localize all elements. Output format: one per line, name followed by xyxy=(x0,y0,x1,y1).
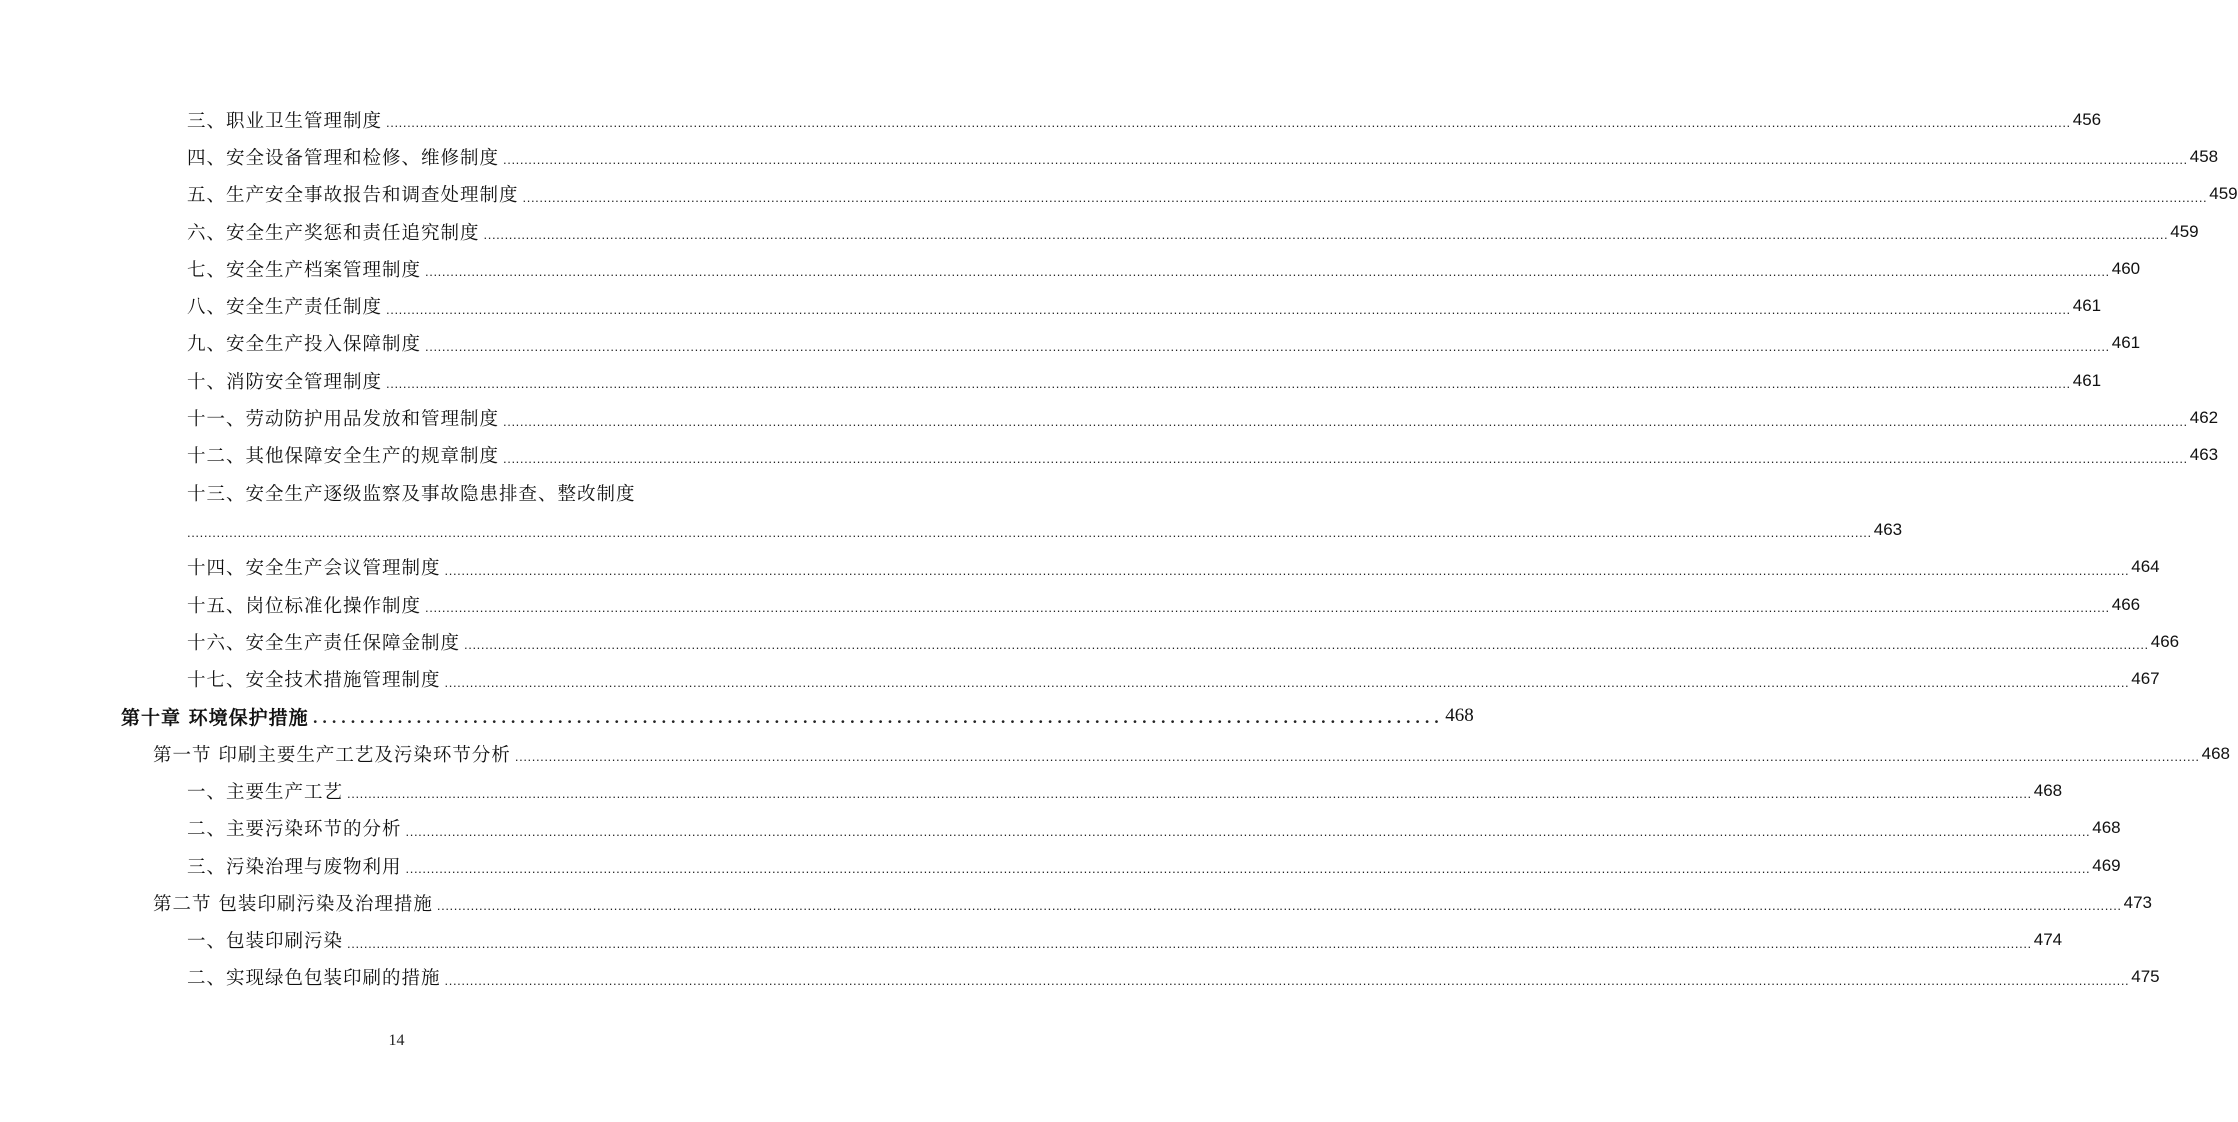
toc-entry[interactable] xyxy=(0,922,2063,959)
dot-leader: ................................................................................................................................................................................................................................................................................................................................................................................................................ xyxy=(444,562,2130,578)
dot-leader: ................................................................................................................................................................................................................................................................................................................................................................................................................ xyxy=(405,823,2091,839)
toc-entry-title: 十一、劳动防护用品发放和管理制度 xyxy=(187,409,500,431)
dot-leader: ................................................................................................................................................................................................................................................................................................................................................................................................................ xyxy=(386,301,2071,317)
toc-entry-title: 六、安全生产奖惩和责任追究制度 xyxy=(187,222,480,244)
toc-entry-page: 464 xyxy=(2131,557,2160,577)
toc-entry-title: 一、主要生产工艺 xyxy=(187,781,344,803)
toc-entry[interactable] xyxy=(0,586,2141,623)
toc-entry-page: 469 xyxy=(2092,855,2121,875)
toc-entry-title: 三、职业卫生管理制度 xyxy=(187,110,383,132)
toc-entry-title: 八、安全生产责任制度 xyxy=(187,297,383,319)
dot-leader: ................................................................................................................................................................................................................................................................................................................................................................................................................ xyxy=(503,152,2188,168)
toc-entry-page: 467 xyxy=(2131,669,2160,689)
toc-entry-page: 466 xyxy=(2111,594,2141,614)
toc-entry[interactable] xyxy=(0,176,2238,213)
dot-leader: ................................................................................................................................................................................................................................................................................................................................................................................................................ xyxy=(444,674,2130,690)
toc-entry[interactable] xyxy=(0,511,1903,548)
dot-leader: ................................................................................................................................................................................................................................................................................................................................................................................................................ xyxy=(347,935,2032,951)
toc-entry-title: 七、安全生产档案管理制度 xyxy=(187,259,422,281)
toc-entry-title: 五、生产安全事故报告和调查处理制度 xyxy=(187,185,519,207)
toc-entry[interactable] xyxy=(0,474,793,511)
toc-entry-title: 二、主要污染环节的分析 xyxy=(187,819,402,841)
toc-entry-page: 456 xyxy=(2072,109,2102,129)
dot-leader: ................................................................................................................................................................................................................................................................................................................................................................................................................ xyxy=(503,413,2188,429)
toc-entry[interactable] xyxy=(0,213,2199,250)
toc-entry[interactable] xyxy=(0,959,2160,996)
toc-entry-title: 十三、安全生产逐级监察及事故隐患排查、整改制度 xyxy=(187,483,636,505)
dot-leader: ................................................................................................................................................................................................................................................................................................................................................................................................................ xyxy=(436,898,2122,914)
toc-entry[interactable] xyxy=(0,735,2230,772)
dot-leader: ................................................................................................................................................................................................................................................................................................................................................................................................................ xyxy=(444,972,2130,988)
dot-leader: ................................................................................................................................................................................................................................................................................................................................................................................................................ xyxy=(425,338,2110,354)
toc-entry-page: 473 xyxy=(2123,892,2152,912)
toc-entry-title: 十二、其他保障安全生产的规章制度 xyxy=(187,446,500,468)
toc-entry-title: 十五、岗位标准化操作制度 xyxy=(187,595,422,617)
toc-entry-page: 459 xyxy=(2170,221,2199,241)
toc-entry-page: 463 xyxy=(2189,445,2219,465)
dot-leader: ................................................................................................................................................................................................................................................................................................................................................................................................................ xyxy=(522,189,2208,205)
toc-entry-page: 460 xyxy=(2111,258,2141,278)
toc-entry-title: 十四、安全生产会议管理制度 xyxy=(187,558,441,580)
toc-entry-title: 第一节 印刷主要生产工艺及污染环节分析 xyxy=(153,744,511,766)
toc-entry-page: 468 xyxy=(2092,818,2121,838)
toc-entry-page: 468 xyxy=(2201,743,2230,763)
dot-leader: ................................................................................................................................................................................................................................................................................................................................................................................................................ xyxy=(425,264,2110,280)
toc-entry[interactable] xyxy=(0,325,2141,362)
toc-entry-page: 458 xyxy=(2189,146,2219,166)
toc-entry[interactable] xyxy=(0,847,2121,884)
toc-entry[interactable] xyxy=(0,810,2121,847)
page-number: 14 xyxy=(388,1032,405,1049)
toc-entry-title: 一、包装印刷污染 xyxy=(187,931,344,953)
toc-entry-page: 474 xyxy=(2033,930,2063,950)
toc-entry-title: 四、安全设备管理和检修、维修制度 xyxy=(187,147,500,169)
toc-entry-page: 475 xyxy=(2131,967,2160,987)
toc-entry[interactable] xyxy=(0,250,2141,287)
toc-entry[interactable] xyxy=(0,437,2219,474)
dot-leader: ................................................................................................................................................................................................................................................................................................................................................................................................................ xyxy=(503,450,2188,466)
dot-leader: ................................................................................................................................................................................................................................................................................................................................................................................................................ xyxy=(386,376,2071,392)
toc-entry-page: 461 xyxy=(2072,296,2102,316)
toc-entry-title: 十七、安全技术措施管理制度 xyxy=(187,670,441,692)
toc-entry[interactable] xyxy=(0,698,1474,735)
toc-entry-page: 462 xyxy=(2189,408,2219,428)
toc-entry-title: 第十章 环境保护措施 xyxy=(121,706,309,729)
dot-leader: ................................................................................................................................................................................................................................................................................................................................................................................................................ xyxy=(347,786,2032,802)
table-of-contents xyxy=(0,101,2238,996)
toc-entry-title: 九、安全生产投入保障制度 xyxy=(187,334,422,356)
toc-entry[interactable] xyxy=(0,772,2063,809)
toc-entry[interactable] xyxy=(0,101,2102,138)
toc-entry[interactable] xyxy=(0,287,2102,324)
toc-entry[interactable] xyxy=(0,623,2180,660)
toc-entry[interactable] xyxy=(0,549,2160,586)
toc-entry-page: 461 xyxy=(2072,370,2102,390)
toc-entry-title: 十六、安全生产责任保障金制度 xyxy=(187,632,461,654)
toc-entry[interactable] xyxy=(0,660,2160,697)
toc-entry-page: 468 xyxy=(1445,705,1474,727)
dot-leader: ................................................................................................................................................................................................................................................................................................................................................................................................................ xyxy=(405,861,2091,877)
dot-leader: ................................................................................................................................................................................................................................................................................................................................................................................................................ xyxy=(425,600,2110,615)
dot-leader: ................................................................................................................................................................................................................................................................................................................................................................................................................ xyxy=(483,227,2169,243)
dot-leader: ................................................................................................................................................................................................................................................................................................................................................................................................................ xyxy=(187,525,1872,541)
toc-entry[interactable] xyxy=(0,138,2219,175)
toc-entry-title: 第二节 包装印刷污染及治理措施 xyxy=(153,893,433,915)
toc-entry-page: 463 xyxy=(1873,519,1903,539)
toc-entry[interactable] xyxy=(0,362,2102,399)
toc-entry-page: 459 xyxy=(2209,184,2238,204)
toc-entry-title: 十、消防安全管理制度 xyxy=(187,371,383,393)
toc-entry-page: 461 xyxy=(2111,333,2141,353)
toc-entry-title: 三、污染治理与废物利用 xyxy=(187,856,402,878)
dot-leader: ................................................................................................................................................................................................................................................................................................................................................................................................................ xyxy=(514,749,2200,765)
toc-entry[interactable] xyxy=(0,399,2219,436)
dot-leader: ................................................................................................................................................................................................................................................................................................................................................................................................................ xyxy=(464,637,2149,653)
dot-leader: ........................................................................................................................ xyxy=(312,708,1444,727)
toc-entry-title: 二、实现绿色包装印刷的措施 xyxy=(187,968,441,990)
dot-leader: ................................................................................................................................................................................................................................................................................................................................................................................................................ xyxy=(386,115,2071,131)
toc-entry[interactable] xyxy=(0,884,2152,921)
toc-entry-page: 466 xyxy=(2150,631,2180,651)
toc-entry-page: 468 xyxy=(2033,780,2063,800)
